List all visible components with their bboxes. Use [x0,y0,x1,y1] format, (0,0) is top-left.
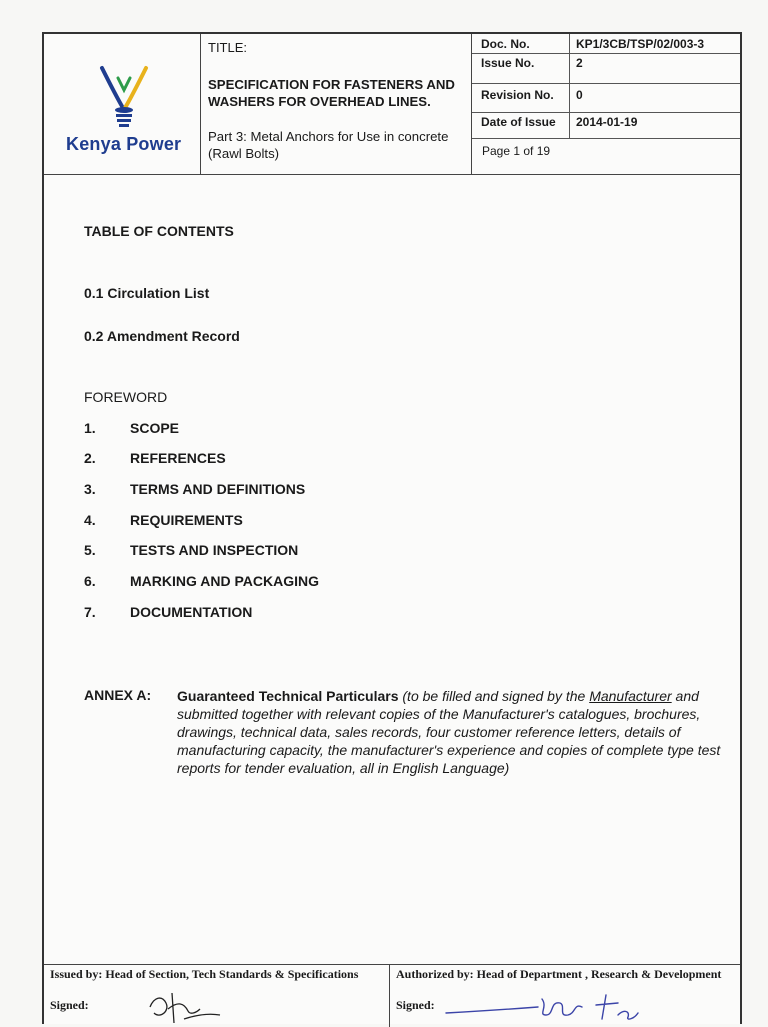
toc-item-title: REQUIREMENTS [130,512,243,528]
toc-item-number: 2. [84,450,96,466]
document-header [44,34,740,175]
annex-note-manufacturer: Manufacturer [589,688,672,704]
meta-row-date [472,112,740,139]
annex-title: Guaranteed Technical Particulars [177,688,399,704]
toc-foreword: FOREWORD [84,389,168,405]
issue-no-label: Issue No. [481,56,535,70]
toc-item-title: MARKING AND PACKAGING [130,573,319,589]
title-label: TITLE: [208,40,248,55]
toc-item-title: DOCUMENTATION [130,604,253,620]
signed-label-left: Signed: [50,998,89,1012]
footer-authorized-cell [390,965,740,1027]
document-meta [472,34,740,174]
meta-row-revision-no [472,83,740,113]
kenya-power-logo-icon [96,64,152,130]
doc-no-value: KP1/3CB/TSP/02/003-3 [576,37,705,51]
meta-row-doc-no [472,34,740,54]
authorized-by: Authorized by: Head of Department , Research & Development [396,967,722,981]
annex-note-open: (to be filled and signed by the [402,688,590,704]
toc-item-title: TESTS AND INSPECTION [130,542,299,558]
toc-item-title: TERMS AND DEFINITIONS [130,481,306,497]
revision-no-value: 0 [576,88,583,102]
document-title: SPECIFICATION FOR FASTENERS AND WASHERS FOR OVERHEAD LINES. [208,77,455,109]
toc-item-title: SCOPE [130,420,180,436]
toc-circulation-list: 0.1 Circulation List [84,285,210,301]
footer-issued-cell [44,965,390,1027]
document-subtitle: Part 3: Metal Anchors for Use in concrete (Rawl Bolts) [208,129,449,161]
toc-item-number: 3. [84,481,96,497]
toc-item-title: REFERENCES [130,450,226,466]
revision-no-label: Revision No. [481,88,554,102]
date-label: Date of Issue [481,115,556,129]
signature-right-icon [442,989,652,1025]
page-number: Page 1 of 19 [482,144,551,158]
meta-row-issue-no [472,53,740,84]
signed-label-right: Signed: [396,998,435,1012]
logo-text: Kenya Power [66,134,182,154]
annex-label: ANNEX A: [84,687,152,703]
toc-heading: TABLE OF CONTENTS [84,223,234,239]
issue-no-value: 2 [576,56,583,70]
toc-item-number: 5. [84,542,96,558]
annex-note-rest: and submitted together with relevant copies of the Manufacturer's catalogues, brochures, drawings, technical data, sales records, four customer reference letters, details of manufacturing capacity, the manufacturer's experience and copies of complete type test reports for tender evaluation, all in English Language) [177,688,721,776]
document-page [42,32,742,1024]
toc-item-number: 1. [84,420,96,436]
date-value: 2014-01-19 [576,115,638,129]
toc-amendment-record: 0.2 Amendment Record [84,328,240,344]
logo-cell [44,34,201,174]
toc-item-number: 4. [84,512,96,528]
issued-by: Issued by: Head of Section, Tech Standards & Specifications [50,967,359,981]
annex-description [177,687,725,777]
toc-item-number: 7. [84,604,96,620]
document-footer [44,964,740,1027]
toc-item-number: 6. [84,573,96,589]
doc-no-label: Doc. No. [481,37,530,51]
title-cell [201,34,472,174]
signature-left-icon [144,989,224,1025]
